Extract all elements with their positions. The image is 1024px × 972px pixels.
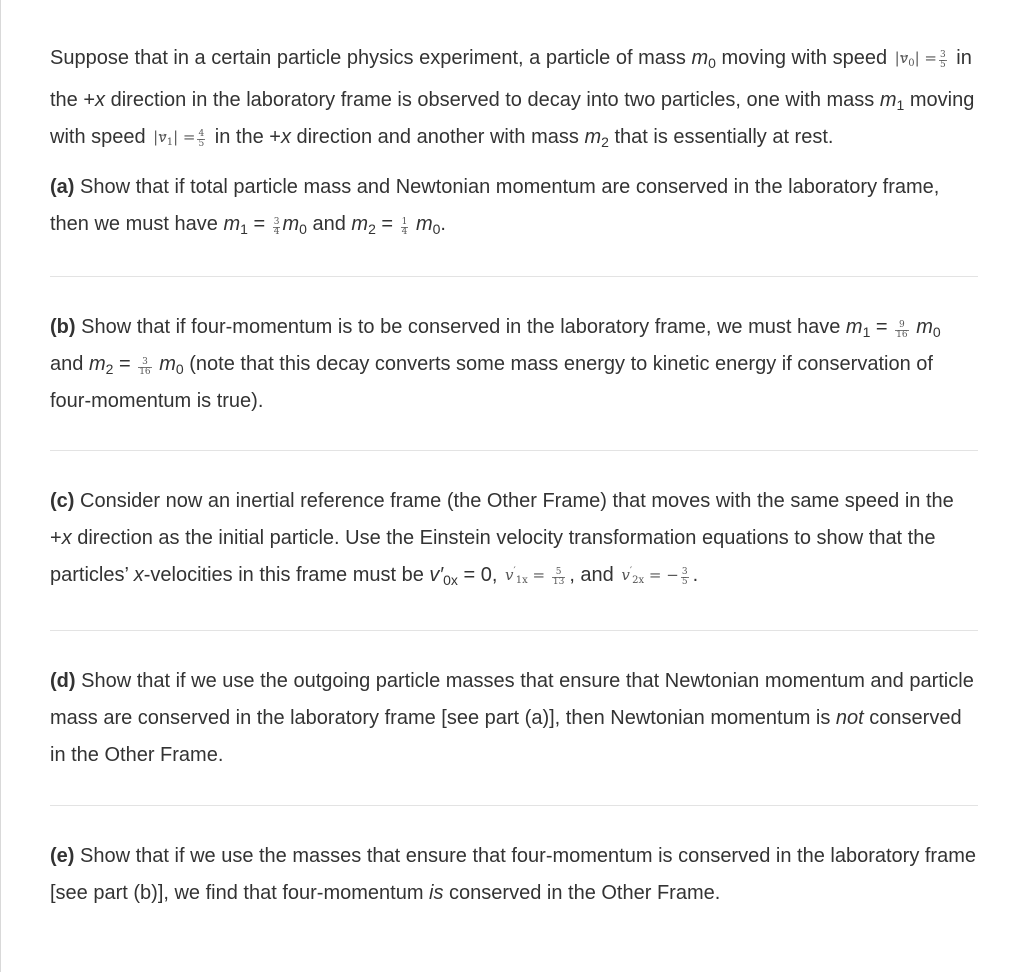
part-label: (e) — [50, 845, 75, 867]
fraction-numerator: 1 — [401, 217, 408, 227]
fraction — [681, 568, 689, 587]
intro-text: direction and another with mass — [290, 126, 585, 148]
fraction-denominator: 4 — [401, 227, 408, 237]
fraction-denominator: 5 — [681, 577, 688, 587]
fraction-denominator: 4 — [273, 227, 280, 237]
fraction — [197, 130, 205, 149]
axis-symbol: x — [280, 126, 291, 148]
part-text: -velocities in this frame must be — [143, 564, 430, 586]
part-text: Show that if total particle mass and Newtonian momentum are conserved in the laboratory frame, then we must have — [50, 176, 940, 235]
mass-subscript: 1 — [862, 324, 871, 340]
part-b — [50, 309, 978, 420]
part-label: (b) — [50, 316, 76, 338]
mass-symbol: m — [845, 316, 863, 338]
velocity-expression: $v'_{1x}$ = $\frac{5}{13}$ — [504, 566, 565, 587]
fraction-numerator: 9 — [895, 321, 908, 331]
axis-symbol: x — [133, 564, 144, 586]
part-label: (a) — [50, 176, 75, 198]
part-text: and — [50, 353, 89, 375]
mass-symbol: m — [223, 213, 241, 235]
part-text: and — [306, 213, 352, 235]
mass-subscript: 0 — [932, 324, 941, 340]
mass-subscript: 2 — [368, 221, 376, 237]
part-text: Show that if we use the masses that ensure that four-momentum is conserved in the laboratory frame [see part (b)], we find that four-momentum — [50, 845, 976, 904]
part-text: Consider now an inertial reference frame (the Other Frame) that moves with the same speed in the + — [50, 490, 954, 549]
velocity-subscript: 0 — [908, 58, 915, 69]
part-text: conserved in the Other Frame. — [443, 882, 721, 904]
problem-intro — [50, 40, 978, 161]
mass-subscript: 0 — [432, 221, 441, 237]
part-text: = 0, — [457, 564, 503, 586]
mass-subscript: 0 — [708, 55, 716, 71]
part-d — [50, 663, 978, 774]
fraction-denominator: 16 — [896, 330, 908, 340]
mass-symbol: m — [916, 316, 933, 338]
mass-symbol: m — [691, 47, 709, 69]
part-label: (c) — [50, 490, 75, 512]
mass-symbol: m — [159, 353, 176, 375]
emphasis: is — [429, 882, 444, 904]
fraction — [895, 321, 908, 340]
velocity-subscript: 1x — [515, 575, 528, 586]
mass-symbol: m — [415, 213, 433, 235]
fraction-denominator: 5 — [939, 60, 946, 70]
part-c — [50, 483, 978, 599]
intro-text: that is essentially at rest. — [608, 126, 834, 148]
velocity-expression: $v'_{2x}$ = − $\frac{3}{5}$ — [621, 566, 688, 587]
intro-text: moving with speed — [715, 47, 893, 69]
mass-subscript: 1 — [896, 97, 905, 113]
mass-subscript: 1 — [240, 221, 248, 237]
equals-sign: = − — [644, 566, 679, 584]
velocity-vector-symbol: → v — [900, 49, 908, 67]
fraction-numerator: 3 — [939, 50, 946, 60]
fraction — [273, 218, 281, 237]
fraction — [138, 358, 151, 377]
velocity-symbol: v — [504, 566, 514, 584]
intro-text: moving with speed — [50, 89, 975, 148]
velocity-symbol: v′ — [429, 564, 444, 586]
mass-subscript: 2 — [601, 134, 609, 150]
equals-sign: = — [375, 213, 399, 235]
part-text: Show that if we use the outgoing particle masses that ensure that Newtonian momentum and particle mass are conserved in the laboratory frame [see part (a)], then Newtonian momentum is — [50, 670, 974, 729]
equals-sign: = — [870, 316, 894, 338]
fraction-numerator: 4 — [198, 129, 205, 139]
fraction-denominator: 5 — [198, 139, 205, 149]
intro-text: in the + — [50, 47, 972, 111]
intro-text: direction in the laboratory frame is observed to decay into two particles, one with mass — [105, 89, 880, 111]
fraction-denominator: 16 — [139, 367, 151, 377]
fraction-numerator: 3 — [138, 358, 151, 368]
velocity-subscript: 0x — [443, 572, 458, 588]
equals-sign: = — [247, 213, 271, 235]
mass-symbol: m — [351, 213, 369, 235]
part-text: , and — [569, 564, 620, 586]
velocity-subscript: 2x — [632, 575, 645, 586]
page-left-border — [0, 0, 1, 972]
mass-subscript: 0 — [175, 361, 184, 377]
part-a — [50, 169, 978, 243]
part-label: (d) — [50, 670, 76, 692]
mass-symbol: m — [88, 353, 106, 375]
part-text: direction as the initial particle. Use the Einstein velocity transformation equations to show that the particles’ — [50, 527, 936, 586]
fraction-numerator: 5 — [552, 568, 565, 578]
axis-symbol: x — [95, 89, 106, 111]
part-text: conserved in the Other Frame. — [50, 707, 962, 766]
fraction — [401, 218, 409, 237]
fraction — [939, 51, 947, 70]
axis-symbol: x — [61, 527, 72, 549]
problem-content — [50, 40, 978, 912]
speed-expression: |→ $v_0|$ = $\frac{3}{5}$ — [893, 40, 951, 82]
part-text: . — [440, 213, 446, 235]
part-text: Show that if four-momentum is to be conserved in the laboratory frame, we must have — [75, 316, 846, 338]
mass-subscript: 0 — [299, 221, 307, 237]
speed-expression: |→ $v_1|$ = $\frac{4}{5}$ — [151, 119, 209, 161]
mass-subscript: 2 — [105, 361, 114, 377]
fraction-numerator: 3 — [681, 567, 688, 577]
mass-symbol: m — [584, 126, 602, 148]
fraction-denominator: 13 — [552, 577, 565, 587]
part-text: . — [692, 564, 699, 586]
mass-symbol: m — [282, 213, 300, 235]
velocity-subscript: 1 — [166, 137, 174, 148]
part-text: (note that this decay converts some mass energy to kinetic energy if conservation of four-momentum is true). — [50, 353, 933, 412]
equals-sign: = — [113, 353, 137, 375]
fraction — [552, 568, 565, 587]
emphasis: not — [835, 707, 864, 729]
intro-text: in the + — [209, 126, 281, 148]
mass-symbol: m — [879, 89, 897, 111]
velocity-vector-symbol: → v — [158, 128, 166, 146]
fraction-numerator: 3 — [273, 217, 280, 227]
velocity-symbol: v — [621, 566, 630, 584]
part-e — [50, 838, 978, 912]
intro-text: Suppose that in a certain particle physics experiment, a particle of mass — [50, 47, 692, 69]
equals-sign: = — [527, 566, 550, 584]
